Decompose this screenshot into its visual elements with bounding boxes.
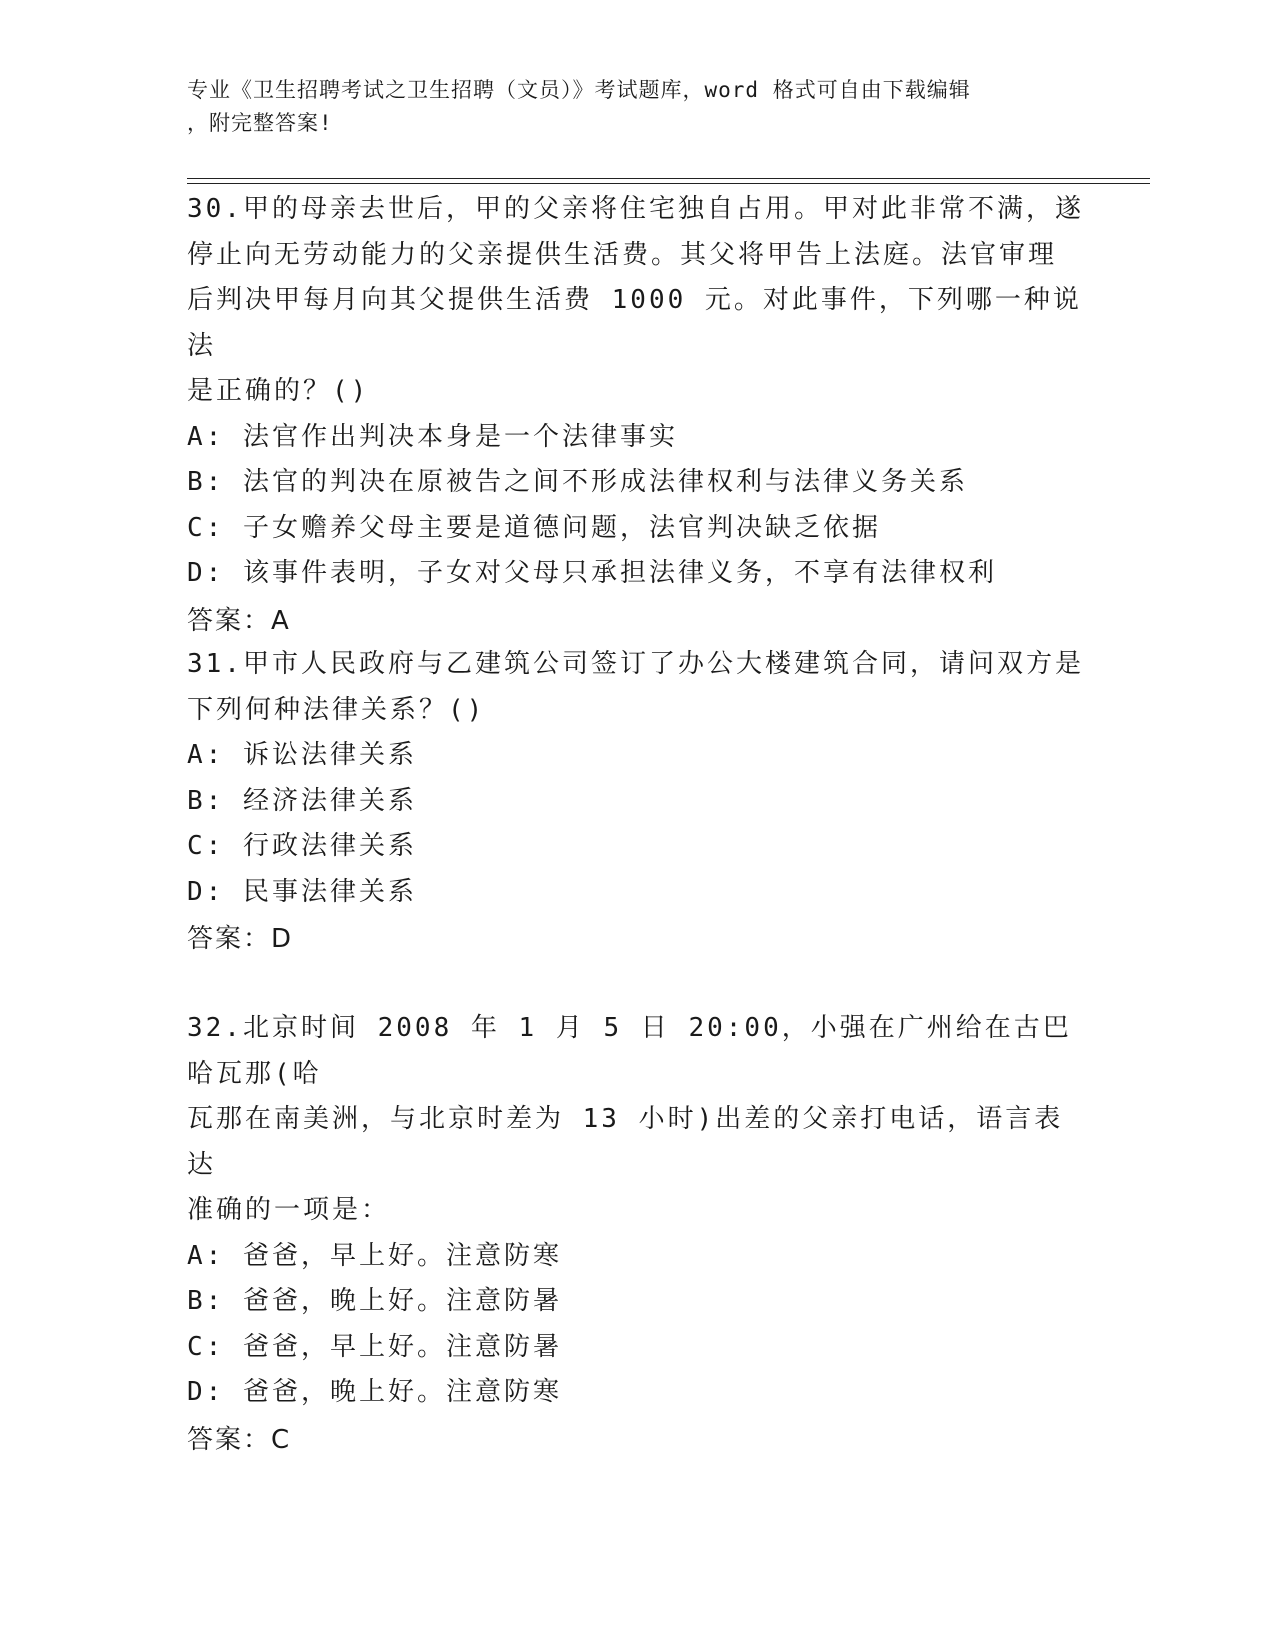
question-stem-line: 下列何种法律关系？() (187, 694, 486, 725)
option-a: A: 诉讼法律关系 (187, 740, 417, 770)
question-stem-line: 后判决甲每月向其父提供生活费 1000 元。对此事件，下列哪一种说法 (187, 285, 1082, 361)
option-d: D: 民事法律关系 (187, 876, 417, 907)
header-line-1: 专业《卫生招聘考试之卫生招聘（文员）》考试题库，word 格式可自由下载编辑 (187, 78, 971, 102)
document-header (187, 74, 1087, 140)
question-stem-line: 是正确的？() (187, 376, 370, 406)
question-stem-line: 32.北京时间 2008 年 1 月 5 日 20:00，小强在广州给在古巴哈瓦那(哈 (187, 1013, 1072, 1089)
question-stem-line: 瓦那在南美洲，与北京时差为 13 小时)出差的父亲打电话，语言表达 (187, 1104, 1064, 1180)
header-divider-bottom (187, 183, 1150, 184)
answer-line: 答案：A (187, 605, 291, 636)
header-divider-top (187, 178, 1150, 179)
option-b: B: 法官的判决在原被告之间不形成法律权利与法律义务关系 (187, 467, 968, 497)
option-a: A: 爸爸，早上好。注意防寒 (187, 1240, 562, 1271)
question-stem-line: 停止向无劳动能力的父亲提供生活费。其父将甲告上法庭。法官审理 (187, 239, 1058, 270)
header-line-2: ，附完整答案! (187, 111, 333, 135)
question-30 (187, 187, 1087, 645)
option-d: D: 该事件表明，子女对父母只承担法律义务，不享有法律权利 (187, 558, 997, 588)
option-a: A: 法官作出判决本身是一个法律事实 (187, 421, 678, 452)
option-c: C: 行政法律关系 (187, 831, 417, 861)
question-32 (187, 1006, 1087, 1464)
option-c: C: 爸爸，早上好。注意防暑 (187, 1331, 562, 1362)
option-b: B: 爸爸，晚上好。注意防暑 (187, 1286, 562, 1316)
question-31 (187, 642, 1087, 963)
question-stem-line: 31.甲市人民政府与乙建筑公司签订了办公大楼建筑合同，请问双方是 (187, 649, 1084, 679)
answer-line: 答案：C (187, 1424, 292, 1455)
option-d: D: 爸爸，晚上好。注意防寒 (187, 1377, 562, 1407)
option-c: C: 子女赡养父母主要是道德问题，法官判决缺乏依据 (187, 512, 881, 543)
question-stem-line: 30.甲的母亲去世后，甲的父亲将住宅独自占用。甲对此非常不满，遂 (187, 194, 1084, 224)
question-stem-line: 准确的一项是： (187, 1195, 391, 1225)
option-b: B: 经济法律关系 (187, 785, 417, 816)
answer-line: 答案：D (187, 924, 294, 954)
